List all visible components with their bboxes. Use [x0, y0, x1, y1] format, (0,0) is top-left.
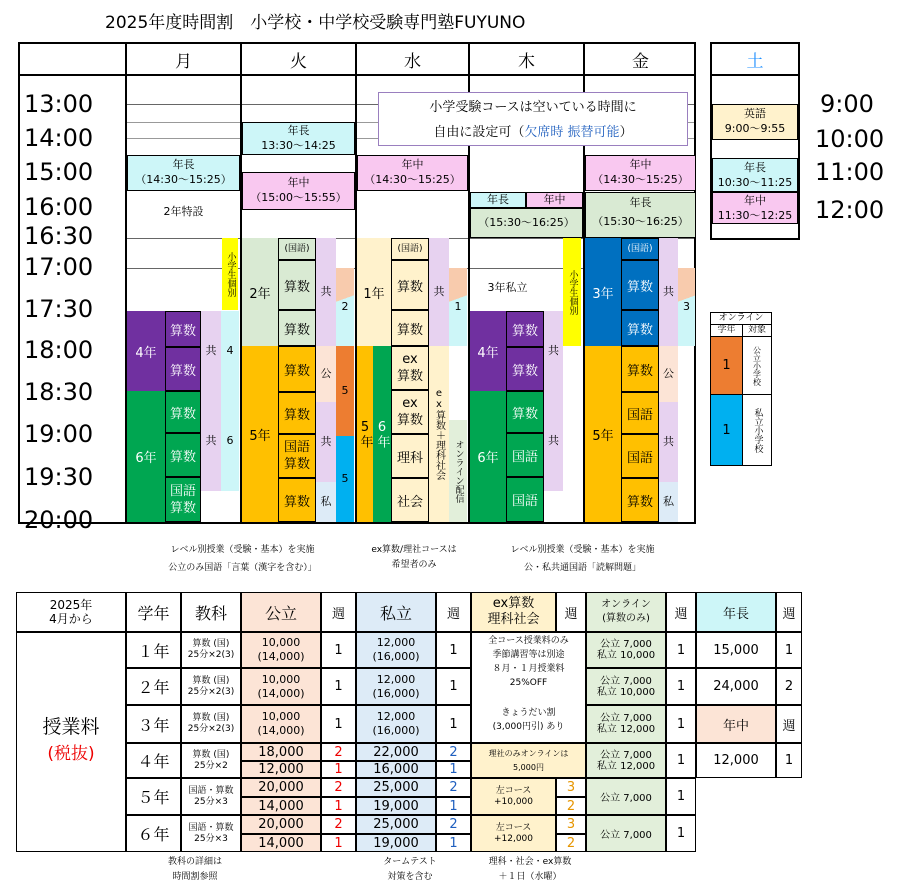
tue-g2: 2年: [242, 238, 278, 346]
tue-g5-num-public: 5: [336, 346, 354, 436]
time-1600: 16:00: [24, 193, 94, 221]
fee-nc-w1: 1: [776, 632, 802, 668]
tue-nencho-label: 年長: [287, 124, 310, 137]
ex-note-5: きょうだい割: [501, 708, 556, 718]
fri-nenchu: [585, 155, 696, 191]
thu-g4-sansu1: 算数: [506, 311, 544, 347]
online-legend: [710, 312, 772, 466]
online-private: 私立 10,000: [596, 650, 656, 661]
fri-g5-ko: 公: [659, 346, 678, 402]
fee-subj-g6: [181, 815, 241, 852]
fee-ex-w-g6b: 2: [556, 834, 586, 852]
fee-h-subject: 教科: [181, 592, 241, 632]
fri-g5-sansu1: 算数: [621, 346, 659, 392]
fee-h-week5: 週: [776, 592, 802, 632]
tue-kokugo-p: (国語): [278, 238, 316, 260]
wed-ex-note: ex算数＋理科社会: [429, 346, 449, 522]
mon-nencho-time: （14:30～15:25）: [135, 173, 232, 186]
mon-g4-num: 4: [221, 311, 239, 391]
time-1730: 17:30: [24, 295, 94, 323]
notice-line2: [379, 121, 687, 139]
fee-pub-g6a: 20,000: [241, 815, 321, 834]
fee-w2-g5a: 2: [436, 778, 471, 797]
fee-priv-g2: [356, 668, 436, 705]
note-mon-1: レベル別授業（受験・基本）を実施: [170, 544, 315, 555]
mon-g6-num: 6: [221, 391, 239, 491]
time-1400: 14:00: [24, 124, 94, 152]
tue-g2-kyo: 共: [316, 238, 336, 346]
fee-w2-g6a: 2: [436, 815, 471, 834]
ex-note-8: 5,000円: [513, 763, 544, 772]
tue-g5-sansu2: 算数: [278, 392, 316, 434]
fee-nc-2: 24,000: [696, 668, 776, 705]
sat-nenchu-label: 年中: [744, 194, 766, 207]
online-public: 公立 7,000: [600, 713, 652, 724]
fee-value: 12,000: [376, 672, 416, 686]
sat-eigo: [712, 104, 798, 140]
wed-ex-sansu1: ex算数: [391, 346, 429, 390]
day-tue: 火: [290, 51, 307, 72]
fee-subj-g4: [181, 743, 241, 778]
fee-g6: ６年: [126, 815, 181, 852]
day-wed: 水: [404, 51, 421, 72]
wed-nenchu-label: 年中: [401, 158, 424, 171]
fee-from: [16, 592, 126, 632]
fee-h-ex2: 理科社会: [487, 612, 540, 627]
ex-note-1: 全コース授業料のみ: [488, 636, 569, 646]
time-1200: 12:00: [815, 196, 885, 224]
fee-priv-g6a: 25,000: [356, 815, 436, 834]
fee-priv-g6b: 19,000: [356, 834, 436, 852]
ex-left-course: 左コース: [495, 785, 532, 796]
tue-nenchu-label: 年中: [287, 176, 310, 189]
day-sat: 土: [746, 51, 764, 72]
fee-w1-g5a: 2: [321, 778, 356, 797]
fee-ex-g5: [471, 778, 556, 815]
wed-nenchu-time: （14:30～15:25）: [364, 173, 461, 186]
time-1300: 13:00: [24, 90, 94, 118]
fee-g3: ３年: [126, 705, 181, 743]
thu-g6-kokugo1: 国語: [506, 433, 544, 477]
tue-g5-sansu3: 算数: [278, 478, 316, 522]
fee-ex-w-g5b: 2: [556, 797, 586, 815]
fee-on-g2: [586, 668, 666, 705]
fee-ex-w-g5a: 3: [556, 778, 586, 797]
online-legend-col-target: 対象: [743, 325, 771, 337]
mon-g4-sansu2: 算数: [165, 347, 201, 391]
fee-h-ex: [471, 592, 556, 632]
mon-2nen-tokusetsu: 2年特設: [163, 205, 204, 218]
fee-value-alt: (16,000): [372, 724, 420, 737]
note-wed-1: ex算数/理社コースは: [371, 544, 457, 555]
foot-2: 時間割参照: [172, 872, 218, 882]
fee-h-grade: 学年: [126, 592, 181, 632]
fee-h-online: [586, 592, 666, 632]
fee-on-g4: [586, 743, 666, 778]
online-legend-grade2: 1: [711, 395, 743, 465]
fee-w1-g6a: 2: [321, 815, 356, 834]
subj-line2: 25分×3: [194, 833, 228, 844]
ex-note-2: 季節講習等は別途: [492, 650, 565, 660]
fee-h-week4: 週: [666, 592, 696, 632]
foot-1: 教科の詳細は: [167, 857, 222, 867]
thu-time: （15:30～16:25）: [470, 208, 583, 238]
mon-g4-sansu1: 算数: [165, 311, 201, 347]
fri-g3-kyo: 共: [659, 238, 678, 346]
day-fri: 金: [632, 51, 649, 72]
fri-nencho-label: 年長: [629, 196, 652, 209]
wed-g5: 5年: [357, 346, 373, 522]
fee-priv-g4a: 22,000: [356, 743, 436, 761]
fee-ex-online: [471, 743, 586, 778]
fee-w4-g2: 1: [666, 668, 696, 705]
fee-ex-notes: [471, 632, 586, 743]
fee-w2-g5b: 1: [436, 797, 471, 815]
thu-g6-kyo: 共: [544, 391, 563, 491]
fee-label: 授業料: [42, 715, 100, 738]
notice-line1: 小学受験コースは空いている時間に: [429, 100, 637, 115]
fee-value-alt: (14,000): [257, 724, 305, 737]
fee-pub-g4b: 12,000: [241, 761, 321, 778]
wed-g1: 1年: [357, 238, 391, 346]
fee-subj-g5: [181, 778, 241, 815]
sat-nencho-label: 年長: [744, 161, 766, 174]
header-divider: [18, 74, 696, 76]
fee-g1: １年: [126, 632, 181, 668]
time-0900: 9:00: [820, 90, 874, 118]
thu-nenchu: 年中: [526, 192, 583, 208]
fee-pub-g1: [241, 632, 321, 668]
time-1500: 15:00: [24, 158, 94, 186]
tue-g5-num-private: 5: [336, 436, 354, 522]
wed-kokugo-p: (国語): [391, 238, 429, 260]
fee-h-public: 公立: [241, 592, 321, 632]
fee-nc-w3: 1: [776, 743, 802, 778]
fee-value: 10,000: [261, 636, 301, 649]
tue-nenchu: [242, 172, 355, 210]
fee-pub-g4a: 18,000: [241, 743, 321, 761]
fri-g5-shi: 私: [659, 482, 678, 522]
thu-nencho: 年長: [470, 192, 526, 208]
fee-priv-g5b: 19,000: [356, 797, 436, 815]
time-1100: 11:00: [815, 158, 885, 186]
ex-note-6: (3,000円引) あり: [492, 722, 565, 732]
note-wed-2: 希望者のみ: [391, 559, 437, 570]
fee-w2-g3: 1: [436, 705, 471, 743]
note-thu-1: レベル別授業（受験・基本）を実施: [510, 544, 655, 555]
subj-line1: 国語・算数: [188, 822, 234, 833]
fee-w1-g5b: 1: [321, 797, 356, 815]
online-legend-title: オンライン: [711, 313, 771, 325]
fee-pub-g5a: 20,000: [241, 778, 321, 797]
fee-priv-g4b: 16,000: [356, 761, 436, 778]
fri-nencho-time: （15:30～16:25）: [592, 215, 689, 228]
fee-h-nencho: 年長: [696, 592, 776, 632]
wed-g1-sansu2: 算数: [391, 310, 429, 346]
fee-subj-g2: [181, 668, 241, 705]
fee-nc-week-label: 週: [776, 705, 802, 743]
fee-on-g5: 公立 7,000: [586, 778, 666, 815]
mon-nencho: [127, 155, 240, 191]
fee-label-cell: [16, 632, 126, 852]
tue-nenchu-time: （15:00～15:55）: [250, 191, 347, 204]
fee-h-week1: 週: [321, 592, 356, 632]
ex-note-3: ８月・１月授業料: [492, 664, 565, 674]
fee-value: 12,000: [376, 710, 416, 723]
online-legend-private: 私立小学校: [752, 407, 763, 453]
online-public: 公立 7,000: [600, 639, 652, 650]
fee-pub-g5b: 14,000: [241, 797, 321, 815]
fee-subj-g3: [181, 705, 241, 743]
tue-nencho-time: 13:30～14:25: [261, 139, 336, 152]
thu-kobetsu: 小学生個別: [563, 238, 581, 346]
notice-highlight: 欠席時 振替可能: [524, 124, 620, 140]
tue-g5-sansu1: 算数: [278, 346, 316, 392]
fee-w4-g3: 1: [666, 705, 696, 743]
fee-w2-g6b: 1: [436, 834, 471, 852]
time-1930: 19:30: [24, 463, 94, 491]
notice-text: 自由に設定可（: [433, 124, 525, 140]
time-1000: 10:00: [815, 125, 885, 153]
wed-ex-sansu2: ex算数: [391, 390, 429, 434]
wed-g1-kyo: 共: [429, 238, 449, 346]
tue-g2-sansu1: 算数: [278, 260, 316, 310]
fri-nencho: [585, 192, 696, 238]
fee-w1-g6b: 1: [321, 834, 356, 852]
fee-w4-g1: 1: [666, 632, 696, 668]
fee-on-g3: [586, 705, 666, 743]
fee-value-alt: (14,000): [257, 650, 305, 663]
notice-box: [378, 92, 688, 146]
day-thu: 木: [518, 51, 535, 72]
day-mon: 月: [175, 51, 192, 72]
online-private: 私立 12,000: [596, 760, 656, 772]
tue-g5: 5年: [242, 346, 278, 522]
fee-w2-g1: 1: [436, 632, 471, 668]
wed-shakai: 社会: [391, 478, 429, 522]
fee-h-week3: 週: [556, 592, 586, 632]
subj-line2: 25分×2(3): [187, 650, 235, 660]
fee-nc-1: 15,000: [696, 632, 776, 668]
fri-g3: 3年: [585, 238, 621, 346]
fee-nc-3: 12,000: [696, 743, 776, 778]
online-legend-col-grade: 学年: [711, 325, 743, 337]
fee-value-alt: (16,000): [372, 650, 420, 663]
wed-g1-num: 1: [449, 268, 467, 346]
fri-g3-sansu2: 算数: [621, 310, 659, 346]
ex-left-course: 左コース: [495, 822, 532, 833]
wed-g1-sansu1: 算数: [391, 260, 429, 310]
online-legend-grade1: 1: [711, 337, 743, 395]
fee-w2-g4b: 1: [436, 761, 471, 778]
sat-nenchu-time: 11:30～12:25: [717, 209, 793, 222]
subj-line2: 25分×2: [194, 760, 228, 771]
sat-nenchu: [712, 192, 798, 224]
mon-g4-kyo: 共: [201, 311, 221, 391]
fee-value-alt: (14,000): [257, 686, 305, 700]
fri-g5-kokugo2: 国語: [621, 434, 659, 478]
sat-nencho-time: 10:30～11:25: [717, 176, 793, 189]
fee-value: 10,000: [261, 710, 301, 723]
time-2000: 20:00: [24, 506, 94, 534]
foot-5: 理科・社会・ex算数: [488, 857, 572, 867]
subj-line1: 算数 (国): [192, 675, 230, 686]
subj-line1: 算数 (国): [192, 639, 230, 649]
tue-g2-num: 2: [336, 268, 354, 346]
fri-g5-sansu2: 算数: [621, 478, 659, 522]
fee-pub-g6b: 14,000: [241, 834, 321, 852]
online-public: 公立 7,000: [600, 675, 652, 687]
wed-online: オンライン配信: [449, 420, 467, 522]
foot-4: 対策を含む: [387, 872, 433, 882]
mon-g6-sansu2: 算数: [165, 433, 201, 477]
fri-g3-num: 3: [678, 268, 695, 346]
fee-h-online2: (算数のみ): [602, 613, 650, 624]
fri-nenchu-label: 年中: [629, 158, 652, 171]
page-title: 2025年度時間割 小学校・中学校受験専門塾FUYUNO: [105, 13, 526, 33]
fee-nc-nenchu: 年中: [696, 705, 776, 743]
fee-value: 12,000: [376, 636, 416, 649]
fee-priv-g5a: 25,000: [356, 778, 436, 797]
sat-eigo-time: 9:00～9:55: [724, 122, 786, 135]
foot-3: タームテスト: [383, 857, 437, 867]
thu-g4-kyo: 共: [544, 311, 563, 391]
time-1700: 17:00: [24, 253, 94, 281]
fee-w1-g2: 1: [321, 668, 356, 705]
fri-g5-kokugo1: 国語: [621, 392, 659, 434]
fee-on-g1: [586, 632, 666, 668]
mon-g6-kyo: 共: [201, 391, 221, 491]
ex-note-7: 理社のみオンラインは: [488, 749, 569, 758]
mon-g6-sansu1: 算数: [165, 391, 201, 433]
subj-line1: 算数 (国): [192, 713, 230, 723]
mon-g6: 6年: [127, 391, 165, 522]
thu-g6: 6年: [470, 391, 506, 522]
subj-line1: 国語・算数: [188, 785, 234, 796]
mon-nencho-label: 年長: [172, 158, 195, 171]
fri-g5: 5年: [585, 346, 621, 522]
thu-g6-kokugo2: 国語: [506, 477, 544, 522]
fee-h-private: 私立: [356, 592, 436, 632]
sat-header-divider: [710, 74, 800, 76]
wed-rika: 理科: [391, 434, 429, 478]
subj-line2: 25分×2(3): [187, 686, 235, 697]
tue-g5-kokugo-sansu: 国語算数: [278, 434, 316, 478]
fee-value-alt: (16,000): [372, 686, 420, 700]
fee-w2-g4a: 2: [436, 743, 471, 761]
online-legend-public: 公立小学校: [743, 337, 771, 395]
fee-on-g6: 公立 7,000: [586, 815, 666, 852]
subj-line2: 25分×2(3): [187, 724, 235, 734]
ex-add-fee: +12,000: [493, 833, 534, 844]
online-public: 公立 7,000: [600, 749, 652, 761]
tue-nencho: [242, 122, 355, 155]
fee-tax: (税抜): [47, 743, 95, 764]
time-1830: 18:30: [24, 378, 94, 406]
fee-ex-g6: [471, 815, 556, 852]
time-1900: 19:00: [24, 420, 94, 448]
fee-w1-g1: 1: [321, 632, 356, 668]
wed-g6: 6年: [373, 346, 391, 522]
fee-ex-w-g6a: 3: [556, 815, 586, 834]
fri-g5-kyo: 共: [659, 402, 678, 482]
fri-kokugo-p: (国語): [621, 238, 659, 260]
time-1630: 16:30: [24, 222, 94, 250]
time-1800: 18:00: [24, 336, 94, 364]
thu-g4: 4年: [470, 311, 506, 391]
fee-w1-g4b: 1: [321, 761, 356, 778]
subj-line2: 25分×3: [194, 796, 228, 807]
fee-value: 10,000: [261, 672, 301, 686]
tue-g5-ko: 公: [316, 346, 336, 402]
mon-g4: 4年: [127, 311, 165, 391]
thu-g6-sansu: 算数: [506, 391, 544, 433]
fee-w1-g3: 1: [321, 705, 356, 743]
tue-g5-kyo: 共: [316, 402, 336, 482]
subj-line1: 算数 (国): [192, 749, 230, 760]
tue-g2-sansu2: 算数: [278, 310, 316, 346]
fee-table: [16, 592, 802, 852]
fee-g2: ２年: [126, 668, 181, 705]
fee-g5: ５年: [126, 778, 181, 815]
fee-w4-g6: 1: [666, 815, 696, 852]
thu-g4-sansu2: 算数: [506, 347, 544, 391]
fee-nc-w2: 2: [776, 668, 802, 705]
notice-text-end: ）: [619, 124, 633, 140]
ex-note-4: 25%OFF: [509, 678, 548, 688]
fee-from-year: 2025年: [49, 598, 93, 612]
fri-g3-sansu1: 算数: [621, 260, 659, 310]
online-private: 私立 10,000: [596, 686, 656, 698]
tue-g5-shi: 私: [316, 482, 336, 522]
fee-w2-g2: 1: [436, 668, 471, 705]
fee-h-online1: オンライン: [601, 599, 651, 610]
fee-priv-g3: [356, 705, 436, 743]
mon-g6-kokugo-sansu: 国語算数: [165, 477, 201, 522]
fee-pub-g3: [241, 705, 321, 743]
fee-w4-g4: 1: [666, 743, 696, 778]
sat-nencho: [712, 158, 798, 192]
ex-add-fee: +10,000: [493, 796, 534, 807]
note-mon-2: 公立のみ国語「言葉（漢字を含む）」: [168, 562, 317, 573]
fee-w4-g5: 1: [666, 778, 696, 815]
thu-3nen-shiritsu: 3年私立: [487, 281, 528, 294]
fee-h-ex1: ex算数: [492, 596, 535, 611]
fee-priv-g1: [356, 632, 436, 668]
online-private: 私立 12,000: [596, 724, 656, 735]
mon-kobetsu: 小学生個別: [222, 238, 238, 310]
foot-6: ＋１日（水曜）: [498, 872, 562, 882]
fee-w1-g4a: 2: [321, 743, 356, 761]
sat-eigo-label: 英語: [744, 107, 766, 120]
fee-pub-g2: [241, 668, 321, 705]
note-thu-2: 公・私共通国語「読解問題」: [523, 562, 641, 573]
fri-nenchu-time: （14:30～15:25）: [592, 173, 689, 186]
fee-h-week2: 週: [436, 592, 471, 632]
wed-nenchu: [357, 155, 468, 191]
fee-subj-g1: [181, 632, 241, 668]
fee-g4: ４年: [126, 743, 181, 778]
fee-from-month: 4月から: [49, 612, 93, 626]
